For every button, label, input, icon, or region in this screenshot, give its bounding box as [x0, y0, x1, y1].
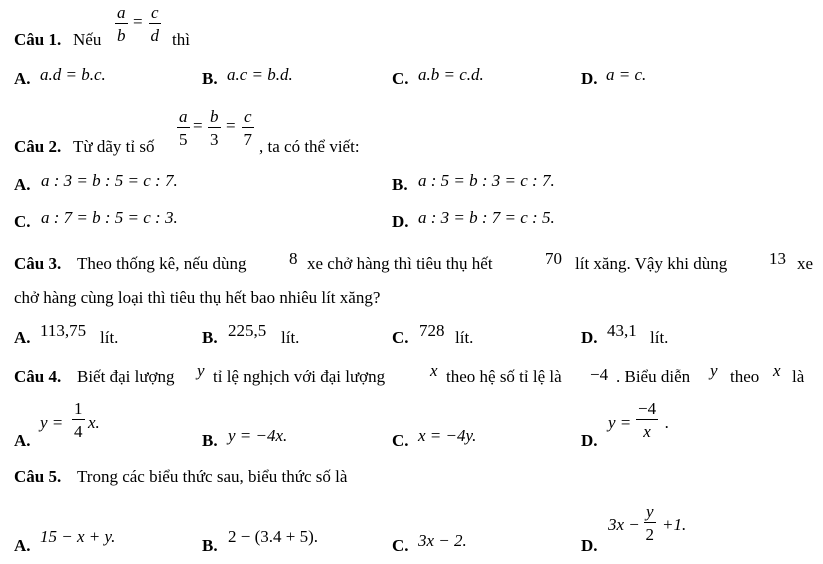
q1-fraction-c-d: $\frac{c}{d}$ — [150, 3, 160, 45]
q4-option-b-text: y = −4x. — [228, 426, 288, 445]
q2-option-d-letter: D. — [392, 212, 409, 231]
q4-option-c-text: x = −4y. — [418, 426, 477, 445]
q3-option-b-letter: B. — [202, 328, 218, 347]
q3-text-1: Theo thống kê, nếu dùng — [77, 254, 247, 273]
q4-label: Câu 4. — [14, 367, 62, 386]
q2-option-a-letter: A. — [14, 175, 31, 194]
q3-option-d-value: 43,1 — [607, 321, 637, 340]
q4-option-d-letter: D. — [581, 431, 598, 450]
q4-var-x-2: x — [773, 361, 781, 380]
q4-var-y-2: y — [710, 361, 718, 380]
q3-number-70: 70 — [545, 249, 562, 268]
q5-option-c-text: 3x − 2. — [418, 531, 467, 550]
q4-option-d-rhs: . — [665, 413, 670, 432]
q5-option-d-lhs: 3x − — [608, 515, 640, 534]
q3-option-c-unit: lít. — [455, 328, 474, 347]
q3-option-a-letter: A. — [14, 328, 31, 347]
q3-option-b-value: 225,5 — [228, 321, 267, 340]
q4-option-c-letter: C. — [392, 431, 409, 450]
q1-option-d-letter: D. — [581, 69, 598, 88]
q1-fraction-a-b: $\frac{a}{b}$ — [117, 3, 126, 45]
q3-label: Câu 3. — [14, 254, 62, 273]
q4-text-2: tỉ lệ nghịch với đại lượng — [213, 367, 386, 386]
q3-number-8: 8 — [289, 249, 298, 268]
q1-option-a-letter: A. — [14, 69, 31, 88]
q3-option-c-value: 728 — [419, 321, 445, 340]
q3-line-2: chở hàng cùng loại thì tiêu thụ hết bao nhiêu lít xăng? — [14, 288, 381, 307]
q4-text-4: . Biểu diễn — [616, 367, 691, 386]
q1-stem-after: thì — [172, 30, 190, 49]
q4-text-6: là — [792, 367, 805, 386]
q1-option-a-text: a.d = b.c. — [40, 65, 106, 84]
q4-option-a-rhs: x. — [88, 413, 100, 432]
q5-option-b-text: 2 − (3.4 + 5). — [228, 527, 318, 546]
q3-number-13: 13 — [769, 249, 786, 268]
q2-fraction-c-7: $\frac{c}{7}$ — [243, 107, 253, 149]
q3-option-c-letter: C. — [392, 328, 409, 347]
q2-option-d-text: a : 3 = b : 7 = c : 5. — [418, 208, 555, 227]
q2-option-a-text: a : 3 = b : 5 = c : 7. — [41, 171, 178, 190]
q4-coefficient: −4 — [590, 365, 609, 384]
q5-option-a-text: 15 − x + y. — [40, 527, 116, 546]
q3-text-2: xe chở hàng thì tiêu thụ hết — [307, 254, 493, 273]
q4-option-a-letter: A. — [14, 431, 31, 450]
q4-text-1: Biết đại lượng — [77, 367, 175, 386]
q2-equals-1: = — [193, 116, 203, 135]
q2-label: Câu 2. — [14, 137, 62, 156]
q4-var-x: x — [430, 361, 438, 380]
q4-option-d-lhs: y = — [608, 413, 632, 432]
q2-option-c-letter: C. — [14, 212, 31, 231]
q5-option-d-fraction: $\frac{y}{2}$ — [645, 502, 655, 544]
q5-label: Câu 5. — [14, 467, 62, 486]
q2-stem-after: , ta có thể viết: — [259, 137, 360, 156]
q2-option-c-text: a : 7 = b : 5 = c : 3. — [41, 208, 178, 227]
q4-option-b-letter: B. — [202, 431, 218, 450]
q1-label: Câu 1. — [14, 30, 62, 49]
q3-text-3: lít xăng. Vậy khi dùng — [575, 254, 728, 273]
q4-text-3: theo hệ số tỉ lệ là — [446, 367, 562, 386]
q4-option-a-lhs: y = — [40, 413, 64, 432]
q1-equals: = — [133, 12, 143, 31]
q3-option-a-unit: lít. — [100, 328, 119, 347]
q2-fraction-a-5: $\frac{a}{5}$ — [179, 107, 188, 149]
q1-stem: Nếu — [73, 30, 102, 49]
q3-option-b-unit: lít. — [281, 328, 300, 347]
q3-option-a-value: 113,75 — [40, 321, 87, 340]
q2-option-b-text: a : 5 = b : 3 = c : 7. — [418, 171, 555, 190]
q2-option-b-letter: B. — [392, 175, 408, 194]
q2-equals-2: = — [226, 116, 236, 135]
q4-option-d-fraction: $\frac{-4}{x}$ — [638, 399, 657, 441]
q5-option-a-letter: A. — [14, 536, 31, 555]
q3-option-d-letter: D. — [581, 328, 598, 347]
q1-option-b-text: a.c = b.d. — [227, 65, 293, 84]
q5-option-b-letter: B. — [202, 536, 218, 555]
q4-var-y: y — [197, 361, 205, 380]
q2-fraction-b-3: $\frac{b}{3}$ — [210, 107, 219, 149]
q5-option-c-letter: C. — [392, 536, 409, 555]
q4-text-5: theo — [730, 367, 760, 386]
q4-option-a-fraction: $\frac{1}{4}$ — [74, 399, 83, 441]
q2-stem: Từ dãy tỉ số — [73, 137, 155, 156]
q1-option-b-letter: B. — [202, 69, 218, 88]
q5-option-d-rhs: +1. — [662, 515, 687, 534]
q5-option-d-letter: D. — [581, 536, 598, 555]
q5-stem: Trong các biểu thức sau, biểu thức số là — [77, 467, 348, 486]
q1-option-c-letter: C. — [392, 69, 409, 88]
q1-option-d-text: a = c. — [606, 65, 647, 84]
q3-text-4: xe — [797, 254, 814, 273]
q3-option-d-unit: lít. — [650, 328, 669, 347]
q1-option-c-text: a.b = c.d. — [418, 65, 484, 84]
